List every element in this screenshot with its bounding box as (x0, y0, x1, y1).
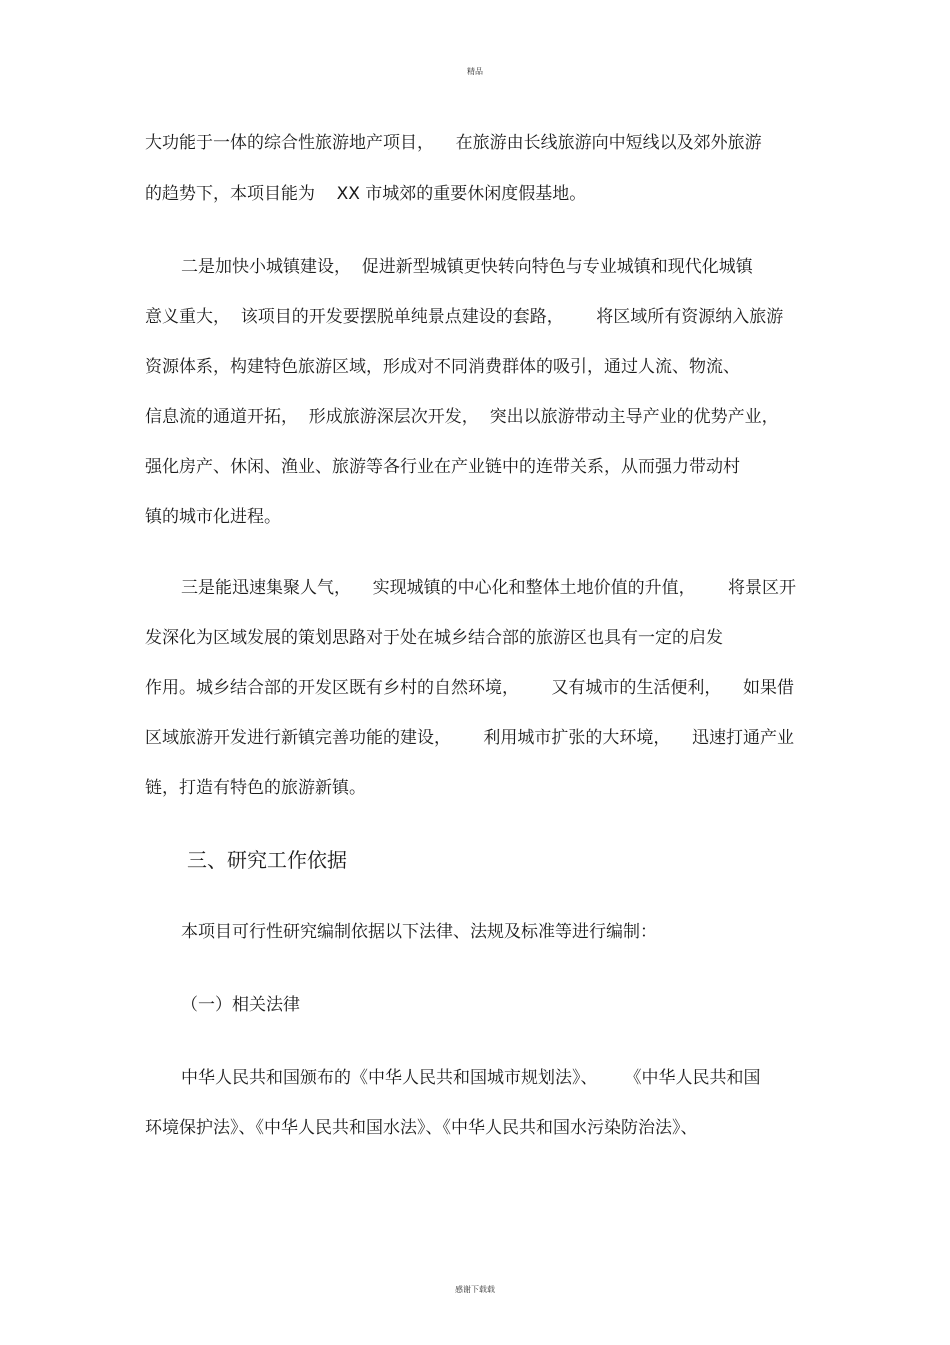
section-heading: 三、研究工作依据 (187, 848, 347, 872)
paragraph-4-line-2: 环境保护法》、《中华人民共和国水法》、《中华人民共和国水污染防治法》、 (145, 1118, 698, 1138)
subheading: （一）相关法律 (181, 995, 300, 1015)
paragraph-3-line-3: 作用。城乡结合部的开发区既有乡村的自然环境， 又有城市的生活便利， 如果借 (145, 678, 795, 698)
paragraph-3-line-4: 区域旅游开发进行新镇完善功能的建设， 利用城市扩张的大环境， 迅速打通产业 (145, 728, 795, 748)
paragraph-2-line-1: 二是加快小城镇建设， 促进新型城镇更快转向特色与专业城镇和现代化城镇 (181, 257, 753, 277)
paragraph-2-line-2: 意义重大， 该项目的开发要摆脱单纯景点建设的套路， 将区域所有资源纳入旅游 (145, 307, 784, 327)
paragraph-3-line-1: 三是能迅速集聚人气， 实现城镇的中心化和整体土地价值的升值， 将景区开 (181, 578, 797, 598)
paragraph-2-line-6: 镇的城市化进程。 (145, 507, 281, 527)
paragraph-3-line-5: 链，打造有特色的旅游新镇。 (145, 778, 366, 798)
intro-line: 本项目可行性研究编制依据以下法律、法规及标准等进行编制： (181, 922, 657, 942)
page-header: 精品 (467, 67, 483, 76)
page-footer: 感谢下载载 (455, 1285, 495, 1294)
paragraph-1-line-2: 的趋势下，本项目能为 XX 市城郊的重要休闲度假基地。 (145, 184, 587, 204)
paragraph-2-line-5: 强化房产、休闲、渔业、旅游等各行业在产业链中的连带关系，从而强力带动村 (145, 457, 740, 477)
paragraph-2-line-3: 资源体系，构建特色旅游区域，形成对不同消费群体的吸引，通过人流、物流、 (145, 357, 740, 377)
paragraph-1-line-1: 大功能于一体的综合性旅游地产项目， 在旅游由长线旅游向中短线以及郊外旅游 (145, 133, 762, 153)
paragraph-2-line-4: 信息流的通道开拓， 形成旅游深层次开发， 突出以旅游带动主导产业的优势产业， (145, 407, 779, 427)
paragraph-3-line-2: 发深化为区域发展的策划思路对于处在城乡结合部的旅游区也具有一定的启发 (145, 628, 723, 648)
paragraph-4-line-1: 中华人民共和国颁布的《中华人民共和国城市规划法》、 《中华人民共和国 (181, 1068, 761, 1088)
